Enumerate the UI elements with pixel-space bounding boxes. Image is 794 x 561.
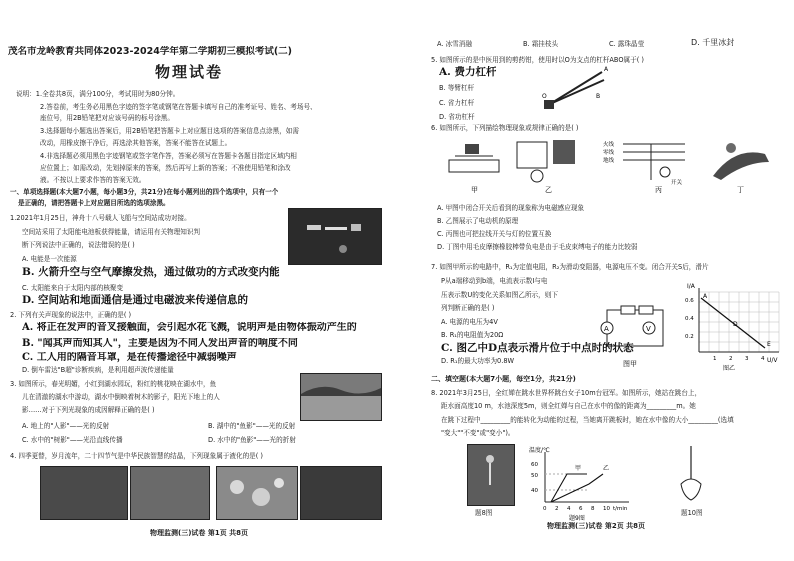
graph-point-d: D	[733, 321, 738, 328]
svg-text:V: V	[646, 325, 651, 333]
temp-xtick: 8	[591, 506, 595, 512]
q7-stem: 列判断正确的是( )	[441, 304, 495, 312]
fig-label-bing: 丙	[655, 186, 662, 194]
graph-y-label: I/A	[687, 283, 695, 290]
q7-option-d: D. R₁的最大功率为0.8W	[441, 357, 515, 365]
q4-photo-b	[130, 466, 210, 520]
subject-title: 物理试卷	[155, 63, 224, 81]
q2-option-b: B. "闻其声而知其人"，主要是因为不同人发出声音的响度不同	[22, 338, 298, 349]
q5-option-a: A. 费力杠杆	[439, 66, 497, 78]
wire-live: 火线	[603, 142, 615, 148]
temp-xtick: 0	[543, 506, 547, 512]
q6-stem: 6. 如图所示，下列描绘物理现象或规律正确的是( )	[431, 124, 579, 132]
graph-xtick: 1	[713, 356, 717, 362]
q8-stem: 在跳下过程中_________的能转化为动能的过程，当她离开跳板时，她在水中像的大小_________(选填	[441, 416, 734, 424]
note-line: 说明：1.全卷共8页，满分100分，考试用时为80分钟。	[16, 90, 180, 98]
q2-option-a: A. 将正在发声的音叉接触面，会引起水花飞溅，说明声是由物体振动产生的	[22, 322, 357, 333]
q4-stem: 4. 四季更替，岁月流年，二十四节气是中华民族智慧的结晶，下列现象属于液化的是( )	[10, 452, 264, 460]
q5-option-b: B. 等臂杠杆	[439, 84, 475, 92]
q5-option-c: C. 省力杠杆	[439, 99, 475, 107]
q1-stem: 断下列说法中正确的，说法错误的是( )	[22, 241, 135, 249]
note-line: 3.选择题每小题选出答案后，用2B铅笔把答题卡上对应题目选项的答案信息点涂黑，如需	[40, 127, 299, 135]
q1-stem: 1.2021年1月25日，神舟十八号载人飞船与空间站成功对接。	[10, 214, 191, 222]
graph-ytick: 0.4	[685, 316, 694, 322]
q8-photo-diver	[467, 444, 515, 506]
right-page-footer: 物理监测(三)试卷 第2页 共8页	[547, 522, 646, 530]
svg-text:A: A	[604, 325, 609, 333]
section1-heading-cont: 是正确的，请把答题卡上对应题目所选的选项涂黑。	[18, 199, 170, 207]
q7-fig-label-b: 图乙	[723, 365, 736, 372]
q6-option-b: B. 乙图展示了电动机的原理	[437, 217, 519, 225]
graph-xtick: 3	[745, 356, 749, 362]
q10-figure	[671, 444, 711, 506]
note-line: 2.答卷前，考生务必用黑色字迹的签字笔或钢笔在答题卡填写自己的准考证号、姓名、考场号、	[40, 103, 317, 111]
graph-ytick: 0.6	[685, 298, 694, 304]
svg-text:O: O	[542, 93, 547, 100]
q8-stem: 8. 2021年3月25日，全红婵在跳水世界杯跳台女子10m台冠军。如图所示，她站在跳台上，	[431, 389, 702, 397]
svg-text:B: B	[596, 93, 601, 100]
q2-option-c: C. 工人用的隔音耳罩，是在传播途径中减弱噪声	[22, 352, 237, 363]
wire-neutral: 零线	[603, 150, 615, 156]
q1-option-c: C. 太阳能来自于太阳内部的核聚变	[22, 284, 124, 292]
graph-xtick: 4	[761, 356, 765, 362]
temp-xtick: 10	[603, 506, 610, 512]
q3-option-c: C. 水中的"树影"——光沿直线传播	[22, 436, 123, 444]
q4-option-c: C. 露珠晶莹	[609, 40, 645, 48]
q5-stem: 5. 如图所示的是中医用到的剪药钳，使用时以O为支点的杠杆ABO属于( )	[431, 56, 644, 64]
left-page-footer: 物理监测(三)试卷 第1页 共8页	[150, 529, 249, 537]
note-line: 液。不按以上要求作答的答案无效。	[40, 176, 146, 184]
exam-title: 茂名市龙岭教育共同体2023-2024学年第二学期初三模拟考试(二)	[8, 46, 293, 57]
q6-option-a: A. 甲图中闭合开关后看到的现象称为电磁感应现象	[437, 204, 585, 212]
fig8-caption: 题8图	[475, 509, 493, 517]
wire-switch: 开关	[671, 180, 683, 186]
curve-jia: 甲	[575, 465, 582, 472]
graph-point-e: E	[767, 341, 771, 348]
q7-option-c: C. 图乙中D点表示滑片位于中点时的状态	[441, 342, 634, 354]
q7-fig-label-a: 图甲	[623, 360, 637, 368]
wire-ground: 地线	[603, 158, 615, 164]
fig9-caption: 题9图	[569, 515, 585, 522]
q1-option-d: D. 空间站和地面通信是通过电磁波来传递信息的	[22, 294, 249, 306]
fig-label-yi: 乙	[545, 186, 552, 194]
graph-xtick: 2	[729, 356, 733, 362]
q2-option-d: D. 倒车雷达"B超"诊断疾病，是利用超声波传递能量	[22, 366, 174, 374]
section2-heading: 二、填空题(本大题7小题，每空1分，共21分)	[431, 375, 576, 383]
q9-temperature-graph	[529, 444, 639, 522]
graph-ytick: 0.2	[685, 334, 694, 340]
q7-option-b: B. R₁的电阻值为20Ω	[441, 331, 504, 339]
section1-heading: 一、单项选择题(本大题7小题，每小题3分，共21分)在每小题列出的四个选项中，只有一个	[10, 188, 279, 196]
q4-option-b: B. 霜挂枝头	[523, 40, 559, 48]
q4-option-a: A. 冰雪消融	[437, 40, 472, 48]
temp-xtick: 4	[567, 506, 571, 512]
temp-xtick: 2	[555, 506, 559, 512]
q8-stem: 距水面高度10 m，水池深度5m，则全红婵与自己在水中的像的距离为_________m。她	[441, 402, 696, 410]
q3-photo-lake	[300, 373, 382, 421]
temp-ytick: 50	[531, 473, 538, 479]
q7-circuit-figure	[597, 300, 677, 370]
note-line: 应位置上；如需改动，先划掉原来的答案，然后再写上新的答案；不准使用铅笔和涂改	[40, 164, 291, 172]
graph-point-a: A	[703, 293, 708, 300]
q1-stem: 空间站采用了太阳能电池板获得能量，请运用有关物理知识判	[22, 228, 201, 236]
temp-ytick: 60	[531, 462, 538, 468]
note-line: 4.非选择题必须用黑色字迹钢笔或签字笔作答，答案必须写在答题卡各题目指定区域内相	[40, 152, 297, 160]
fig10-caption: 题10图	[681, 509, 703, 517]
q3-stem: 影……对于下列光现象的成因解释正确的是( )	[22, 406, 155, 414]
q1-option-b: B. 火箭升空与空气摩擦发热，通过做功的方式改变内能	[22, 266, 280, 278]
q8-stem: "变大""不变"或"变小")。	[441, 429, 515, 437]
q7-stem: P从a端移动到b端，电流表示数I与电	[441, 277, 548, 285]
q3-option-d: D. 水中的"鱼影"——光的折射	[208, 436, 296, 444]
fig-label-ding: 丁	[737, 186, 744, 194]
fig-label-jia: 甲	[471, 186, 478, 194]
q7-option-a: A. 电源的电压为4V	[441, 318, 498, 326]
q1-photo-spacestation	[288, 208, 382, 265]
temp-ytick: 40	[531, 488, 538, 494]
note-line: 改动，用橡皮擦干净后，再选涂其他答案，答案不能答在试题上。	[40, 139, 232, 147]
q6-option-d: D. 丁图中用毛皮摩擦橡胶棒带负电是由于毛皮束缚电子的能力比较弱	[437, 243, 638, 251]
q3-option-b: B. 湖中的"鱼影"——光的反射	[208, 422, 296, 430]
q3-stem: 3. 如图所示，春光明媚，小红到湖水园玩，粉红的桃花映在湖水中，鱼	[10, 380, 217, 388]
q4-photo-a	[40, 466, 128, 520]
right-page	[397, 0, 794, 561]
temp-xtick: 6	[579, 506, 583, 512]
graph-x-label: U/V	[767, 357, 778, 364]
q4-photo-c	[216, 466, 298, 520]
q6-figures	[445, 136, 781, 196]
q1-option-a: A. 电能是一次能源	[22, 255, 77, 263]
note-line: 座位号，用2B铅笔把对应该号码的标号涂黑。	[40, 114, 174, 122]
q6-option-c: C. 丙图也可把拉线开关与灯的位置互换	[437, 230, 552, 238]
q2-stem: 2. 下列有关声现象的说法中，正确的是( )	[10, 311, 132, 319]
q7-iu-graph	[685, 280, 785, 372]
q7-stem: 压表示数U的变化关系如图乙所示，则下	[441, 291, 558, 299]
svg-text:A: A	[604, 66, 609, 73]
q4-option-d: D. 千里冰封	[691, 38, 735, 47]
curve-yi: 乙	[603, 465, 610, 472]
temp-y-label: 温度/℃	[529, 447, 550, 454]
q3-stem: 儿在清澈的湖水中游动，湖水中倒映着树木的影子，阳光下地上的人	[22, 393, 220, 401]
temp-x-label: t/min	[613, 506, 628, 512]
q4-photo-d	[300, 466, 382, 520]
q3-option-a: A. 地上的"人影"——光的反射	[22, 422, 110, 430]
q7-stem: 7. 如图甲所示的电路中，R₁为定值电阻，R₂为滑动变阻器，电源电压不变。闭合开关S后，滑片	[431, 263, 709, 271]
q5-option-d: D. 省功杠杆	[439, 113, 475, 121]
q5-pliers-figure	[542, 62, 612, 112]
